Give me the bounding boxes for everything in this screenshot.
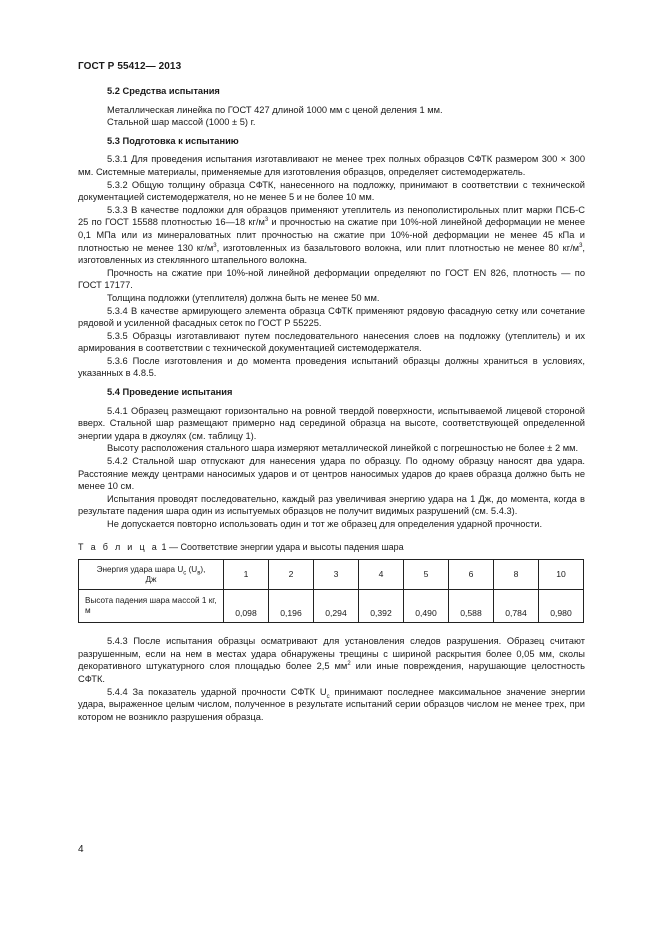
table-cell: 0,294: [314, 590, 359, 623]
paragraph: Металлическая линейка по ГОСТ 427 длиной 1000 мм с ценой деления 1 мм.: [107, 104, 443, 115]
text-run: , изготовленных из стеклянного штапельного волокна.: [78, 242, 586, 266]
table-cell: 0,588: [449, 590, 494, 623]
table-cell: 0,784: [494, 590, 539, 623]
document-body: [78, 85, 585, 723]
paragraph-5-4-3: [78, 635, 585, 685]
text-run: (U: [186, 564, 198, 574]
table-cell: 0,980: [539, 590, 584, 623]
paragraph-5-3-5: 5.3.5 Образцы изготавливают путем последовательного нанесения слоев на подложку (утеплитель) и их армирования в соответствии с технической документацией системодержателя.: [78, 330, 585, 354]
text-run: ),: [200, 564, 206, 574]
text-run: и прочностью на сжатие при 10%-ной линейной деформации не менее 0,1 МПа или из минераловатных плит прочностью на сжатие при 10%-ной деформации не менее 45 кПа и плотностью не менее 130 кг/м: [78, 217, 586, 253]
document-header: ГОСТ Р 55412— 2013: [78, 61, 182, 72]
table-cell: 0,196: [269, 590, 314, 623]
paragraph-5-3-1: 5.3.1 Для проведения испытания изготавливают не менее трех полных образцов СФТК размером 300 × 300 мм. Системные материалы, применяемые для изготовления образцов, определяет системодержатель.: [78, 154, 585, 177]
text-run: 5.4.4 За показатель ударной прочности СФТК U: [107, 686, 327, 697]
paragraph: Высоту расположения стального шара измеряют металлической линейкой с погрешностью не более ± 2 мм.: [107, 443, 579, 454]
paragraph-5-4-1: 5.4.1 Образец размещают горизонтально на ровной твердой поверхности, испытываемой лицевой стороной вверх. Стальной шар размещают примерно над серединой образца на высоте, соответствующей определенной энергии удара в джоулях (см. таблицу 1).: [78, 405, 585, 441]
text-run: 5.4.3 После испытания образцы осматривают для установления следов разрушения. Образец считают разрушенным, если на нем в местах удара обнаружены трещины с шириной раскрытия более 0,05 мм, сколы декоративного штукатурного слоя площадью более 2,5 мм: [78, 636, 585, 672]
table-caption-text: 1 — Соответствие энергии удара и высоты падения шара: [159, 541, 404, 552]
text-run: или иные повреждения, нарушающие целостность СФТК.: [78, 661, 585, 684]
table-cell: 0,490: [404, 590, 449, 623]
energy-height-table: [78, 559, 584, 623]
paragraph-5-3-3: [78, 204, 585, 267]
text-run: , изготовленных из базальтового волокна, или плит плотностью не менее 80 кг/м: [216, 242, 580, 253]
paragraph-5-3-2: 5.3.2 Общую толщину образца СФТК, нанесенного на подложку, принимают в соответствии с технической документацией системодержателя, но не менее 5 и не более 10 мм.: [78, 179, 585, 203]
paragraph-5-4-2: 5.4.2 Стальной шар отпускают для нанесения удара по образцу. По одному образцу наносят два удара. Расстояние между центрами наносимых ударов и от центров наносимых ударов до краев образца должно быть не менее 10 см.: [78, 456, 585, 492]
table-row-energy: [79, 560, 584, 590]
subscript: в: [197, 570, 201, 577]
text-run: принимают последнее максимальное значение энергии удара, выраженное целым числом, полученное в результате испытаний серии образцов числом не менее трех, при котором не возникло разрушения образца.: [78, 686, 586, 722]
table-cell: 10: [539, 560, 584, 590]
table-cell: 2: [269, 560, 314, 590]
table-cell: 6: [449, 560, 494, 590]
table-caption-prefix: Т а б л и ц а: [78, 541, 159, 552]
text-run: 5.3.3 В качестве подложки для образцов применяют утеплитель из пенополистирольных плит марки ПСБ-С 25 по ГОСТ 15588 плотностью 16—18 кг/м: [78, 204, 585, 228]
row-header-energy: [79, 560, 224, 590]
subscript: c: [326, 693, 330, 700]
section-heading-5-3: 5.3 Подготовка к испытанию: [107, 135, 239, 146]
superscript: 2: [347, 661, 351, 668]
superscript: 3: [579, 242, 583, 249]
text-run: Энергия удара шара U: [96, 564, 184, 574]
section-heading-5-4: 5.4 Проведение испытания: [107, 387, 233, 398]
paragraph: Толщина подложки (утеплителя) должна быть не менее 50 мм.: [107, 292, 380, 303]
table-caption: [78, 541, 585, 554]
text-run: Дж: [145, 574, 157, 584]
paragraph-5-3-4: 5.3.4 В качестве армирующего элемента образца СФТК применяют рядовую фасадную сетку или сочетание рядовой и усиленной фасадных сеток по ГОСТ Р 55225.: [78, 305, 585, 329]
subscript: c: [183, 570, 187, 577]
page-number: 4: [78, 844, 84, 855]
table-cell: 0,392: [359, 590, 404, 623]
paragraph-5-3-6: 5.3.6 После изготовления и до момента проведения испытаний образцы должны храниться в условиях, указанных в 4.8.5.: [78, 355, 585, 379]
superscript: 3: [213, 242, 217, 249]
paragraph-5-4-4: [78, 686, 585, 724]
paragraph: Не допускается повторно использовать один и тот же образец для определения ударной прочности.: [107, 519, 543, 529]
row-header-height: Высота падения шара массой 1 кг, м: [79, 590, 224, 623]
table-row-height: [79, 590, 584, 623]
paragraph: Испытания проводят последовательно, каждый раз увеличивая энергию удара на 1 Дж, до момента, когда в результате падения шара один из испытуемых образцов не получит видимых разрушений (см. 5.4.3).: [78, 493, 585, 517]
table-cell: 8: [494, 560, 539, 590]
table-cell: 1: [224, 560, 269, 590]
section-heading-5-2: 5.2 Средства испытания: [107, 86, 220, 96]
superscript: 3: [264, 217, 269, 224]
table-cell: 0,098: [224, 590, 269, 623]
table-cell: 5: [404, 560, 449, 590]
paragraph: Стальной шар массой (1000 ± 5) г.: [107, 117, 256, 128]
table-cell: 4: [359, 560, 404, 590]
paragraph: Прочность на сжатие при 10%-ной линейной деформации определяют по ГОСТ EN 826, плотность — по ГОСТ 17177.: [78, 267, 585, 291]
table-cell: 3: [314, 560, 359, 590]
